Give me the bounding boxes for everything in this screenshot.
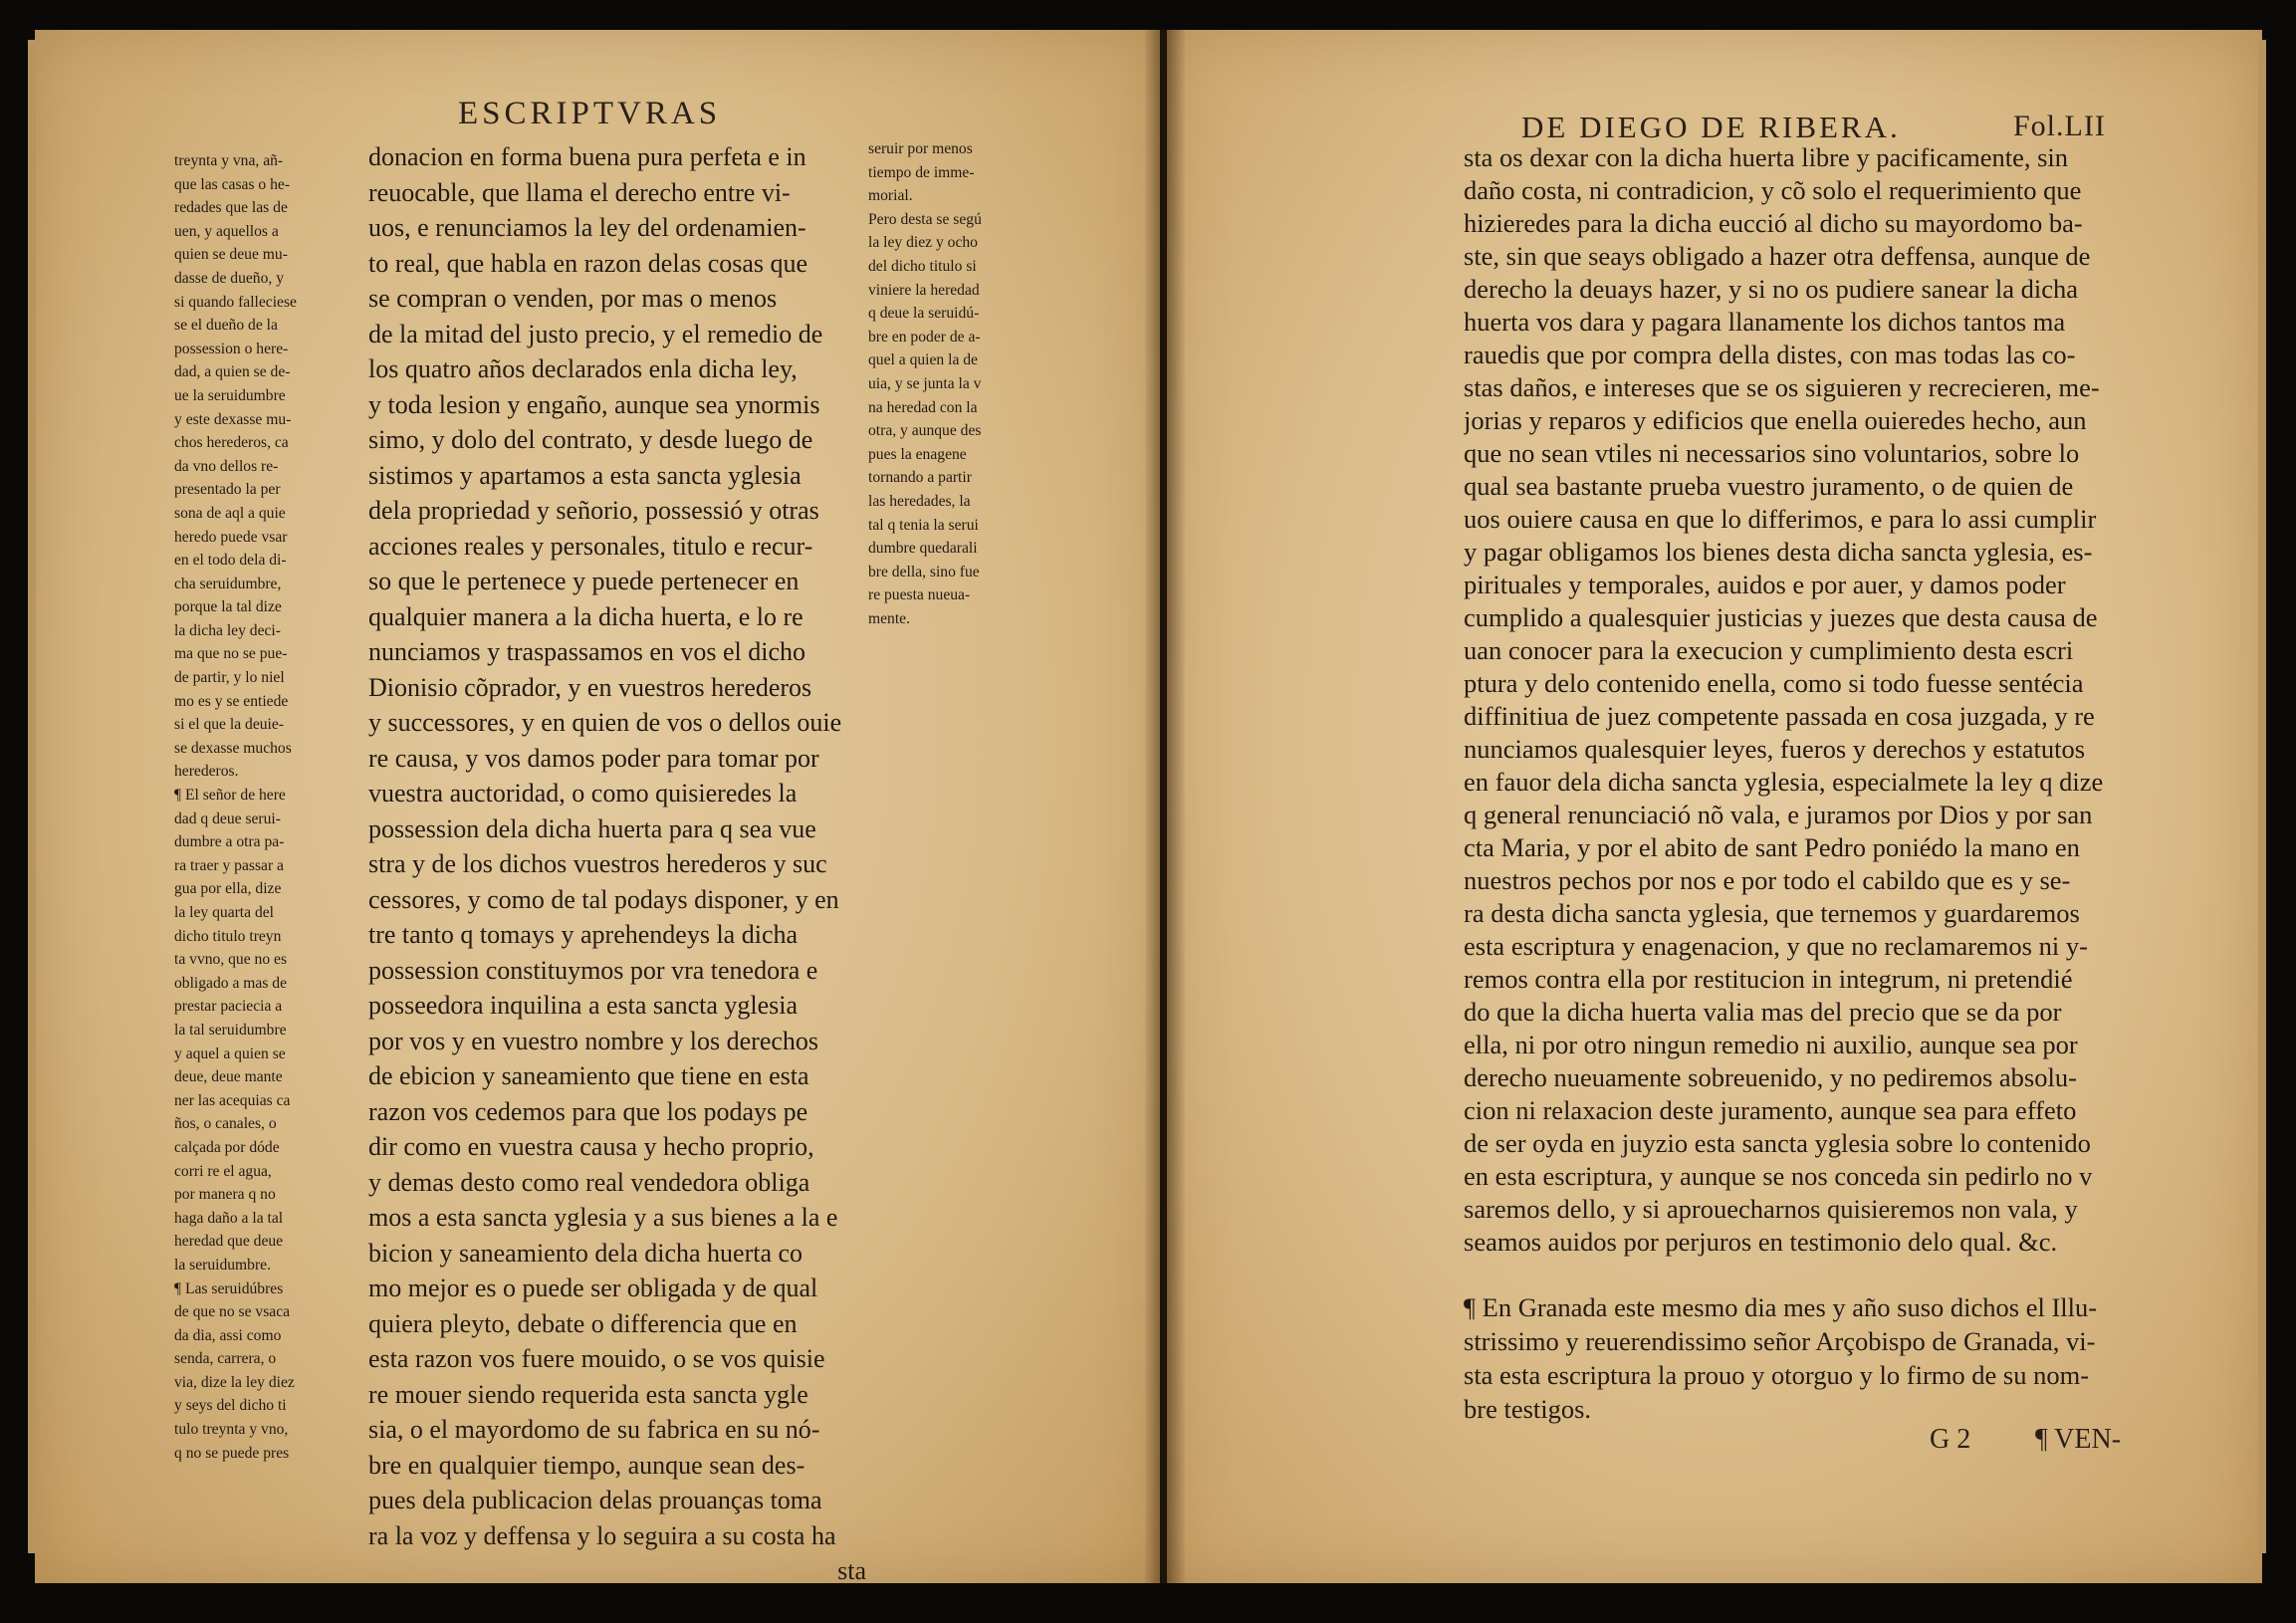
- text-line: derecho la deuays hazer, y si no os pudiere sanear la dicha: [1464, 274, 2079, 304]
- margin-note-line: la dicha ley deci-: [174, 621, 281, 639]
- text-line: nunciamos y traspassamos en vos el dicho: [368, 637, 806, 666]
- text-line: sta os dexar con la dicha huerta libre y pacificamente, sin: [1464, 142, 2069, 172]
- margin-note-line: ma que no se pue-: [174, 645, 288, 663]
- catchword: ¶ VEN-: [2035, 1424, 2122, 1455]
- text-line: remos contra ella por restitucion in integrum, ni pretendié: [1464, 964, 2073, 994]
- text-line: Dionisio cõprador, y en vuestros herederos: [368, 672, 812, 702]
- text-line: sta: [837, 1556, 866, 1585]
- text-line: de la mitad del justo precio, y el remedio de: [368, 319, 823, 348]
- text-line: cumplido a qualesquier justicias y juezes que desta causa de: [1464, 602, 2098, 632]
- text-line: re mouer siendo requerida esta sancta ygle: [368, 1379, 808, 1409]
- margin-note-line: ños, o canales, o: [174, 1115, 277, 1133]
- margin-note-line: bre en poder de a-: [868, 328, 981, 346]
- margin-note-line: quel a quien la de: [868, 351, 978, 369]
- text-line: cessores, y como de tal podays disponer, y en: [368, 884, 839, 914]
- text-line: uos, e renunciamos la ley del ordenamien-: [368, 213, 806, 242]
- margin-note-line: Pero desta se segú: [868, 210, 982, 228]
- text-line: mos a esta sancta yglesia y a sus bienes a la e: [368, 1203, 838, 1232]
- closing-paragraph: [1464, 1290, 2151, 1426]
- margin-note-line: del dicho titulo si: [868, 257, 977, 275]
- margin-note-line: tulo treynta y vno,: [174, 1421, 289, 1439]
- text-line: de ebicion y saneamiento que tiene en esta: [368, 1061, 809, 1090]
- text-line: por vos y en vuestro nombre y los derechos: [368, 1026, 819, 1055]
- text-line: ella, ni por otro ningun remedio ni auxilio, aunque sea por: [1464, 1030, 2078, 1059]
- margin-note-line: herederos.: [174, 763, 239, 781]
- margin-note-line: cha seruidumbre,: [174, 575, 282, 592]
- margin-note-line: senda, carrera, o: [174, 1350, 277, 1368]
- text-line: mo mejor es o puede ser obligada y de qual: [368, 1274, 818, 1302]
- text-line: pirituales y temporales, auidos e por auer, y damos poder: [1464, 570, 2066, 599]
- margin-note-line: dicho titulo treyn: [174, 927, 282, 945]
- margin-note-line: si el que la deuie-: [174, 716, 284, 734]
- text-line: bicion y saneamiento dela dicha huerta co: [368, 1238, 804, 1268]
- margin-note-line: si quando falleciese: [174, 293, 297, 311]
- book-spine: [1145, 30, 1185, 1583]
- text-line: tre tanto q tomays y aprehendeys la dicha: [368, 920, 799, 949]
- text-line: simo, y dolo del contrato, y desde luego de: [368, 425, 813, 454]
- text-line: strissimo y reuerendissimo señor Arçobispo de Granada, vi-: [1464, 1326, 2096, 1356]
- margin-note-line: seruir por menos: [868, 140, 973, 157]
- text-line: jorias y reparos y edificios que enella ouieredes hecho, aun: [1464, 405, 2087, 435]
- margin-note-line: redades que las de: [174, 199, 288, 217]
- margin-note-line: dad q deue serui-: [174, 810, 281, 827]
- margin-note-line: en el todo dela di-: [174, 552, 287, 570]
- margin-note-line: deue, deue mante: [174, 1068, 283, 1086]
- margin-note-line: heredad que deue: [174, 1233, 284, 1251]
- margin-note-line: uia, y se junta la v: [868, 374, 982, 392]
- margin-note-line: la tal seruidumbre: [174, 1021, 287, 1039]
- text-line: cion ni relaxacion deste juramento, aunque sea para effeto: [1464, 1095, 2077, 1125]
- left-margin-notes: [174, 149, 353, 1465]
- margin-note-line: q no se puede pres: [174, 1444, 290, 1462]
- margin-note-line: presentado la per: [174, 481, 281, 499]
- right-main-text: [1464, 141, 2151, 1259]
- text-line: ra la voz y deffensa y lo seguira a su costa ha: [368, 1520, 836, 1550]
- text-line: huerta vos dara y pagara llanamente los dichos tantos ma: [1464, 307, 2066, 337]
- margin-note-line: possession o here-: [174, 340, 289, 357]
- margin-note-line: da dia, assi como: [174, 1326, 282, 1344]
- margin-note-line: y aquel a quien se: [174, 1044, 286, 1062]
- margin-note-line: ¶ Las seruidúbres: [174, 1279, 284, 1297]
- text-line: saremos dello, y si aprouecharnos quisieremos non vala, y: [1464, 1194, 2078, 1224]
- margin-note-line: obligado a mas de: [174, 974, 288, 992]
- margin-note-line: por manera q no: [174, 1186, 276, 1204]
- text-line: derecho nueuamente sobreuenido, y no pediremos absolu-: [1464, 1062, 2077, 1092]
- text-line: y toda lesion y engaño, aunque sea ynormis: [368, 389, 820, 419]
- margin-note-line: otra, y aunque des: [868, 422, 982, 440]
- text-line: y pagar obligamos los bienes desta dicha sancta yglesia, es-: [1464, 537, 2093, 567]
- text-line: ptura y delo contenido enella, como si todo fuesse sentécia: [1464, 668, 2084, 698]
- text-line: do que la dicha huerta valia mas del precio que se da por: [1464, 997, 2062, 1027]
- text-line: en esta escriptura, y aunque se nos conceda sin pedirlo no v: [1464, 1161, 2093, 1191]
- margin-note-line: dumbre a otra pa-: [174, 833, 285, 851]
- left-page-edge: [28, 40, 36, 1553]
- margin-note-line: que las casas o he-: [174, 175, 291, 193]
- text-line: sistimos y apartamos a esta sancta yglesia: [368, 460, 802, 490]
- margin-note-line: ra traer y passar a: [174, 856, 284, 874]
- margin-note-line: la seruidumbre.: [174, 1256, 271, 1274]
- margin-note-line: ue la seruidumbre: [174, 386, 286, 404]
- text-line: vuestra auctoridad, o como quisieredes la: [368, 779, 798, 808]
- text-line: uan conocer para la execucion y cumplimiento desta escri: [1464, 635, 2074, 665]
- text-line: y demas desto como real vendedora obliga: [368, 1167, 810, 1197]
- text-line: q general renunciació nõ vala, e juramos por Dios y por san: [1464, 800, 2093, 829]
- margin-note-line: re puesta nueua-: [868, 586, 971, 604]
- text-line: razon vos cedemos para que los podays pe: [368, 1096, 808, 1126]
- margin-note-line: ta vvno, que no es: [174, 951, 288, 969]
- text-line: uos ouiere causa en que lo differimos, e para lo assi cumplir: [1464, 504, 2097, 534]
- text-line: stra y de los dichos vuestros herederos y suc: [368, 849, 827, 878]
- text-line: diffinitiua de juez competente passada en cosa juzgada, y re: [1464, 701, 2095, 731]
- margin-note-line: via, dize la ley diez: [174, 1373, 295, 1391]
- margin-note-line: porque la tal dize: [174, 598, 282, 616]
- margin-note-line: la ley diez y ocho: [868, 234, 978, 252]
- right-page-edge: [2258, 40, 2266, 1553]
- text-line: los quatro años declarados enla dicha ley,: [368, 354, 798, 383]
- margin-note-line: y este dexasse mu-: [174, 410, 292, 428]
- text-line: qualquier manera a la dicha huerta, e lo re: [368, 601, 804, 631]
- margin-note-line: da vno dellos re-: [174, 457, 279, 475]
- right-page-header: DE DIEGO DE RIBERA.: [1521, 110, 1901, 144]
- margin-note-line: treynta y vna, añ-: [174, 152, 284, 169]
- margin-note-line: y seys del dicho ti: [174, 1397, 287, 1415]
- text-line: se compran o venden, por mas o menos: [368, 284, 778, 313]
- text-line: esta razon vos fuere mouido, o se vos quisie: [368, 1344, 825, 1373]
- margin-note-line: corri re el agua,: [174, 1162, 272, 1180]
- margin-note-line: dad, a quien se de-: [174, 363, 291, 381]
- text-line: dir como en vuestra causa y hecho proprio,: [368, 1132, 814, 1161]
- text-line: dela propriedad y señorio, possessió y otras: [368, 496, 819, 525]
- left-page-right-margin-notes: [868, 137, 1042, 630]
- text-line: ra desta dicha sancta yglesia, que ternemos y guardaremos: [1464, 898, 2080, 928]
- text-line: nuestros pechos por nos e por todo el cabildo que es y se-: [1464, 865, 2071, 895]
- text-line: possession dela dicha huerta para q sea vue: [368, 813, 816, 843]
- margin-note-line: sona de aql a quie: [174, 504, 286, 522]
- text-line: reuocable, que llama el derecho entre vi-: [368, 177, 791, 207]
- text-line: acciones reales y personales, titulo e recur-: [368, 531, 813, 561]
- margin-note-line: uen, y aquellos a: [174, 222, 279, 240]
- margin-note-line: calçada por dóde: [174, 1138, 280, 1156]
- text-line: ste, sin que seays obligado a hazer otra deffensa, aunque de: [1464, 241, 2091, 271]
- text-line: pues dela publicacion delas prouanças toma: [368, 1486, 822, 1514]
- margin-note-line: pues la enagene: [868, 445, 967, 463]
- margin-note-line: chos herederos, ca: [174, 434, 289, 452]
- margin-note-line: se dexasse muchos: [174, 739, 292, 757]
- margin-note-line: mo es y se entiede: [174, 692, 289, 710]
- text-line: en fauor dela dicha sancta yglesia, especialmete la ley q dize: [1464, 767, 2104, 797]
- text-line: hizieredes para la dicha eucció al dicho su mayordomo ba-: [1464, 208, 2083, 238]
- text-line: stas daños, e intereses que se os siguieren y recrecieren, me-: [1464, 372, 2100, 402]
- text-line: donacion en forma buena pura perfeta e in: [368, 142, 806, 171]
- text-line: esta escriptura y enagenacion, y que no reclamaremos ni y-: [1464, 931, 2088, 961]
- margin-note-line: q deue la seruidú-: [868, 305, 980, 323]
- margin-note-line: gua por ella, dize: [174, 880, 282, 898]
- text-line: posseedora inquilina a esta sancta yglesia: [368, 991, 799, 1020]
- margin-note-line: tal q tenia la serui: [868, 516, 979, 534]
- text-line: qual sea bastante prueba vuestro juramento, o de quien de: [1464, 471, 2074, 501]
- margin-note-line: morial.: [868, 187, 913, 205]
- text-line: cta Maria, y por el abito de sant Pedro poniédo la mano en: [1464, 832, 2080, 862]
- text-line: ¶ En Granada este mesmo dia mes y año suso dichos el Illu-: [1464, 1292, 2098, 1322]
- folio-number: Fol.LII: [2013, 110, 2106, 142]
- text-line: to real, que habla en razon delas cosas que: [368, 248, 808, 278]
- left-main-text: [368, 139, 866, 1589]
- text-line: y successores, y en quien de vos o dellos ouie: [368, 708, 842, 737]
- text-line: bre en qualquier tiempo, aunque sean des-: [368, 1450, 805, 1480]
- margin-note-line: viniere la heredad: [868, 281, 980, 299]
- margin-note-line: bre della, sino fue: [868, 563, 980, 580]
- text-line: que no sean vtiles ni necessarios sino voluntarios, sobre lo: [1464, 438, 2080, 468]
- text-line: seamos auidos por perjuros en testimonio delo qual. &c.: [1464, 1227, 2058, 1257]
- margin-note-line: ner las acequias ca: [174, 1091, 291, 1109]
- margin-note-line: tiempo de imme-: [868, 163, 975, 181]
- text-line: de ser oyda en juyzio esta sancta yglesia sobre lo contenido: [1464, 1128, 2091, 1158]
- text-line: possession constituymos por vra tenedora e: [368, 955, 818, 985]
- margin-note-line: ¶ El señor de here: [174, 787, 286, 805]
- margin-note-line: de que no se vsaca: [174, 1303, 291, 1321]
- text-line: sta esta escriptura la prouo y otorguo y lo firmo de su nom-: [1464, 1360, 2090, 1390]
- text-line: quiera pleyto, debate o differencia que en: [368, 1308, 798, 1338]
- margin-note-line: tornando a partir: [868, 469, 972, 487]
- margin-note-line: na heredad con la: [868, 398, 978, 416]
- margin-note-line: se el dueño de la: [174, 317, 278, 335]
- text-line: re causa, y vos damos poder para tomar por: [368, 743, 819, 773]
- margin-note-line: haga daño a la tal: [174, 1209, 284, 1227]
- margin-note-line: dumbre quedarali: [868, 540, 978, 558]
- text-line: so que le pertenece y puede pertenecer en: [368, 567, 800, 595]
- text-line: nunciamos qualesquier leyes, fueros y derechos y estatutos: [1464, 734, 2086, 764]
- margin-note-line: prestar paciecia a: [174, 998, 283, 1016]
- text-line: rauedis que por compra della distes, con mas todas las co-: [1464, 340, 2076, 369]
- text-line: sia, o el mayordomo de su fabrica en su nó-: [368, 1415, 820, 1444]
- margin-note-line: la ley quarta del: [174, 904, 275, 921]
- left-page-header: ESCRIPTVRAS: [458, 96, 722, 131]
- margin-note-line: dasse de dueño, y: [174, 269, 284, 287]
- margin-note-line: heredo puede vsar: [174, 528, 288, 546]
- margin-note-line: las heredades, la: [868, 492, 971, 510]
- margin-note-line: de partir, y lo niel: [174, 669, 285, 687]
- text-line: daño costa, ni contradicion, y cõ solo el requerimiento que: [1464, 175, 2082, 205]
- text-line: bre testigos.: [1464, 1394, 1592, 1424]
- margin-note-line: mente.: [868, 609, 910, 627]
- margin-note-line: quien se deue mu-: [174, 246, 288, 264]
- signature-mark: G 2: [1930, 1424, 1971, 1455]
